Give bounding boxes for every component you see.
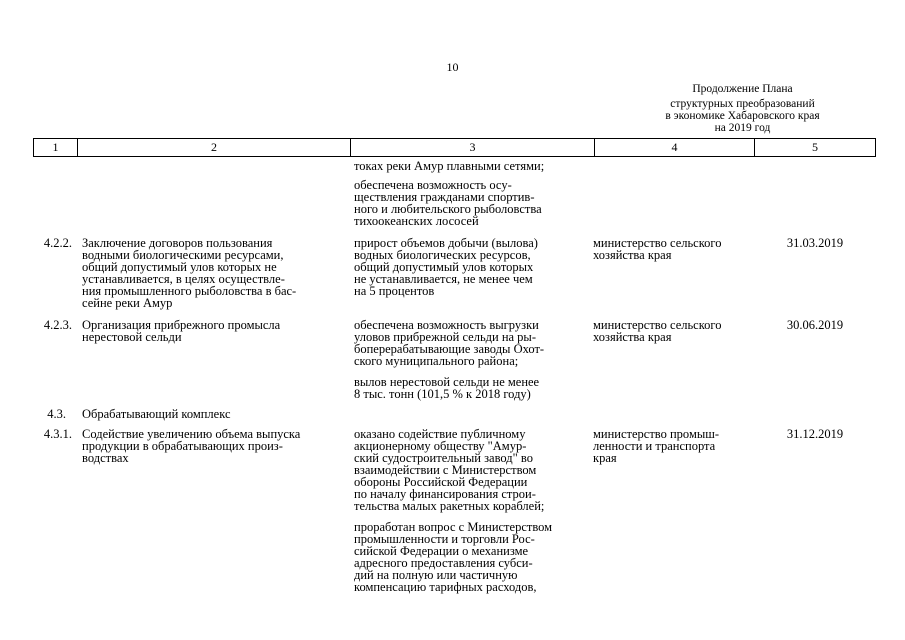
cell-text: токах реки Амур плавными сетями; — [354, 159, 545, 173]
section-title: Обрабатывающий комплекс — [82, 407, 231, 421]
cell-text: ществления гражданами спортив- — [354, 190, 535, 204]
cell-text: ния промышленного рыболовства в бас- — [82, 284, 297, 298]
cell-text: ский судостроительный завод" во — [354, 451, 533, 465]
cell-text: министерство промыш- — [593, 427, 720, 441]
cell-text: общий допустимый улов которых не — [82, 260, 277, 274]
cell-text: хозяйства края — [593, 330, 672, 344]
cell-text: вылов нерестовой сельди не менее — [354, 375, 540, 389]
cell-text: водными биологическими ресурсами, — [82, 248, 284, 262]
deadline-date: 30.06.2019 — [786, 318, 844, 332]
cell-text: сийской Федерации о механизме — [354, 544, 529, 558]
cell-text: ского муниципального района; — [354, 354, 519, 368]
header-cell: 3 — [351, 139, 595, 156]
cell-text: устанавливается, в целях осуществле- — [82, 272, 285, 286]
cell-text: акционерному обществу "Амур- — [354, 439, 527, 453]
header-cell: 1 — [34, 139, 78, 156]
cell-text: общий допустимый улов которых — [354, 260, 534, 274]
cell-text: ленности и транспорта — [593, 439, 716, 453]
cell-text: взаимодействии с Министерством — [354, 463, 537, 477]
cell-text: уловов прибрежной сельди на ры- — [354, 330, 536, 344]
cell-text: прирост объемов добычи (вылова) — [354, 236, 538, 250]
header-cell: 5 — [812, 140, 818, 154]
header-cell: 4 — [595, 139, 755, 156]
caption-line: на 2019 год — [714, 122, 771, 134]
cell-text: компенсацию тарифных расходов, — [354, 580, 537, 594]
cell-text: не устанавливается, не менее чем — [354, 272, 533, 286]
cell-text: сейне реки Амур — [82, 296, 173, 310]
cell-text: оказано содействие публичному — [354, 427, 526, 441]
cell-text: водных биологических ресурсов, — [354, 248, 531, 262]
cell-text: по началу финансирования строи- — [354, 487, 536, 501]
continuation-caption — [640, 83, 845, 134]
cell-text: на 5 процентов — [354, 284, 435, 298]
cell-text: боперерабатывающие заводы Охот- — [354, 342, 545, 356]
row-number: 4.2.3. — [43, 318, 72, 332]
cell-text: водствах — [82, 451, 129, 465]
cell-text: Организация прибрежного промысла — [82, 318, 281, 332]
cell-text: хозяйства края — [593, 248, 672, 262]
cell-text: обеспечена возможность выгрузки — [354, 318, 539, 332]
caption-line: структурных преобразований — [670, 98, 815, 110]
caption-line: в экономике Хабаровского края — [665, 110, 820, 122]
table-header-row — [33, 138, 876, 157]
cell-text: промышленности и торговли Рос- — [354, 532, 535, 546]
cell-text: адресного предоставления субси- — [354, 556, 533, 570]
section-number: 4.3. — [47, 407, 66, 421]
cell-text: Содействие увеличению объема выпуска — [82, 427, 301, 441]
cell-text: обороны Российской Федерации — [354, 475, 528, 489]
cell-text: продукции в обрабатывающих произ- — [82, 439, 283, 453]
caption-line: Продолжение Плана — [692, 83, 793, 95]
deadline-date: 31.12.2019 — [786, 427, 844, 441]
cell-text: министерство сельского — [593, 318, 722, 332]
cell-text: дий на полную или частичную — [354, 568, 518, 582]
cell-text: министерство сельского — [593, 236, 722, 250]
cell-text: обеспечена возможность осу- — [354, 178, 512, 192]
cell-text: проработан вопрос с Министерством — [354, 520, 553, 534]
row-number: 4.3.1. — [43, 427, 72, 441]
deadline-date: 31.03.2019 — [786, 236, 844, 250]
header-cell: 2 — [78, 139, 351, 156]
cell-text: 8 тыс. тонн (101,5 % к 2018 году) — [354, 387, 531, 401]
cell-text: края — [593, 451, 617, 465]
row-number: 4.2.2. — [43, 236, 72, 250]
cell-text: ного и любительского рыболовства — [354, 202, 542, 216]
cell-text: тихоокеанских лососей — [354, 214, 479, 228]
cell-text: Заключение договоров пользования — [82, 236, 273, 250]
page-number: 10 — [446, 60, 459, 74]
cell-text: нерестовой сельди — [82, 330, 182, 344]
cell-text: тельства малых ракетных кораблей; — [354, 499, 545, 513]
